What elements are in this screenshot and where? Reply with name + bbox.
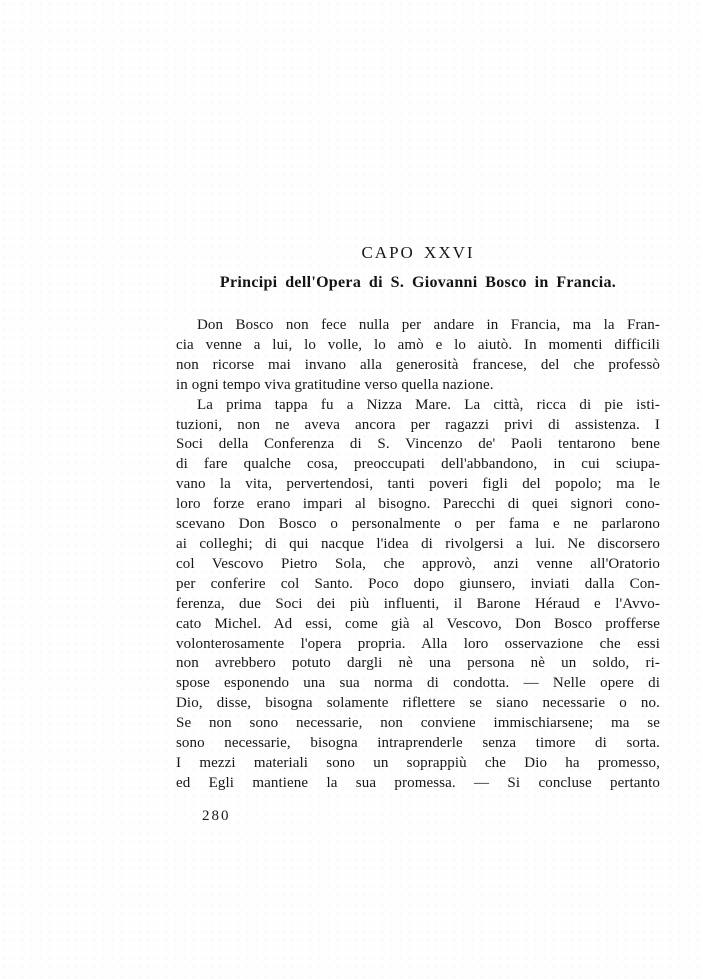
text-line: volonterosamente l'opera propria. Alla loro osservazione che essi (176, 635, 660, 652)
body-text (176, 316, 660, 794)
text-line: I mezzi materiali sono un soprappiù che Dio ha promesso, (176, 754, 660, 771)
text-line: non avrebbero potuto dargli nè una persona nè un soldo, ri- (176, 655, 660, 672)
text-line: in ogni tempo viva gratitudine verso quella nazione. (176, 376, 494, 393)
chapter-heading: CAPO XXVI (361, 243, 475, 262)
text-line: scevano Don Bosco o personalmente o per fama e ne parlarono (176, 516, 660, 533)
text-line: sono necessarie, bisogna intraprenderle senza timore di sorta. (176, 735, 660, 752)
text-line: Soci della Conferenza di S. Vincenzo de' Paoli tentarono bene (176, 436, 660, 453)
paragraph (176, 396, 660, 794)
chapter-title: Principi dell'Opera di S. Giovanni Bosco in Francia. (219, 274, 617, 291)
text-line: non ricorse mai invano alla generosità francese, del che professò (176, 356, 660, 373)
page-number: 280 (202, 808, 231, 824)
text-line: tuzioni, non ne aveva ancora per ragazzi privi di assistenza. I (176, 416, 660, 433)
text-line: Dio, disse, bisogna solamente riflettere se siano necessarie o no. (176, 695, 660, 712)
text-line: ed Egli mantiene la sua promessa. — Si concluse pertanto (176, 774, 660, 791)
text-line: Se non sono necessarie, non conviene immischiarsene; ma se (176, 715, 660, 732)
text-line: cia venne a lui, lo volle, lo amò e lo aiutò. In momenti difficili (176, 336, 660, 353)
text-line: vano la vita, pervertendosi, tanti poveri figli del popolo; ma le (176, 476, 660, 493)
text-line: loro forze erano impari al bisogno. Parecchi di quei signori cono- (176, 496, 660, 513)
text-line: di fare qualche cosa, preoccupati dell'abbandono, in cui sciupa- (176, 456, 660, 473)
text-line: col Vescovo Pietro Sola, che approvò, anzi venne all'Oratorio (176, 555, 660, 572)
text-line: spose esponendo una sua norma di condotta. — Nelle opere di (176, 675, 660, 692)
paragraph (176, 316, 660, 396)
text-line: cato Michel. Ad essi, come già al Vescovo, Don Bosco profferse (176, 615, 660, 632)
text-line: ferenza, due Soci dei più influenti, il Barone Héraud e l'Avvo- (176, 595, 660, 612)
text-line: Don Bosco non fece nulla per andare in Francia, ma la Fran- (197, 317, 660, 333)
text-line: per conferire col Santo. Poco dopo giunsero, inviati dalla Con- (176, 575, 660, 592)
text-line: ai colleghi; di qui nacque l'idea di rivolgersi a lui. Ne discorsero (176, 535, 660, 552)
text-line: La prima tappa fu a Nizza Mare. La città, ricca di pie isti- (197, 396, 660, 413)
